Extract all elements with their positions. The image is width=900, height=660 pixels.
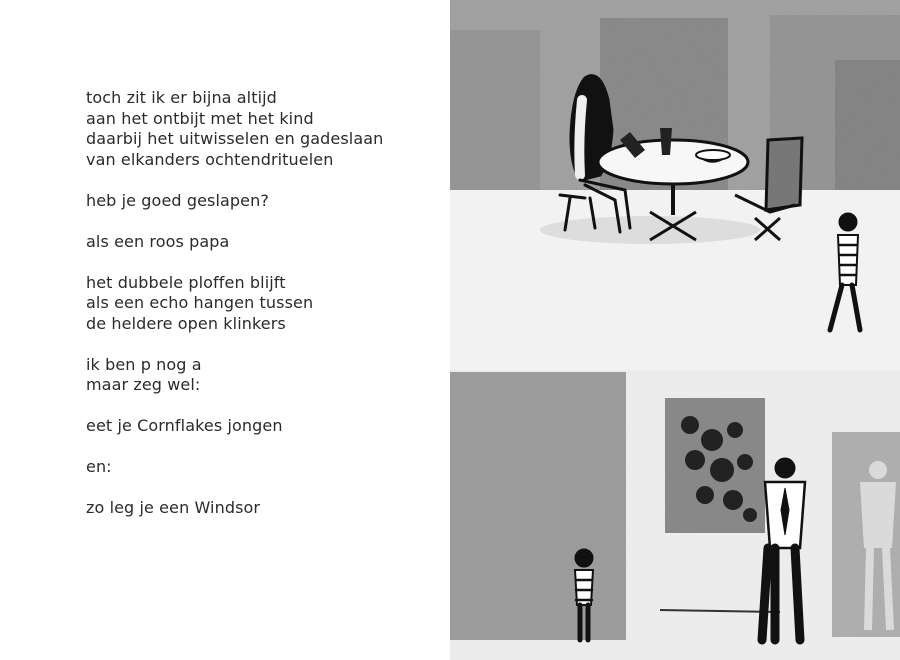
stanza-1 — [86, 88, 426, 170]
poem-line: aan het ontbijt met het kind — [86, 108, 314, 128]
stanza-4 — [86, 273, 426, 335]
poem-line: als een echo hangen tussen — [86, 293, 314, 312]
stanza-3 — [86, 232, 426, 253]
poem-line: toch zit ik er bijna altijd — [86, 88, 277, 107]
poem-line: daarbij het uitwisselen en gadeslaan — [86, 129, 384, 148]
poem-line: heb je goed geslapen? — [86, 190, 269, 210]
stanza-5 — [86, 355, 426, 396]
poem-line: het dubbele ploffen blijft — [86, 272, 286, 292]
stanza-6 — [86, 416, 426, 437]
poem-line: eet je Cornflakes jongen — [86, 416, 283, 435]
poem-line: maar zeg wel: — [86, 375, 201, 394]
breakfast-scene-illustration — [450, 0, 900, 660]
stanza-8 — [86, 498, 426, 519]
poem-line: en: — [86, 457, 112, 476]
stanza-7 — [86, 457, 426, 478]
illustration-page — [450, 0, 900, 660]
poem-line: de heldere open klinkers — [86, 313, 286, 333]
poem — [86, 88, 426, 539]
poem-line: van elkanders ochtendrituelen — [86, 149, 334, 169]
poem-line: als een roos papa — [86, 231, 230, 251]
poem-line: ik ben p nog a — [86, 354, 202, 374]
poem-line: zo leg je een Windsor — [86, 498, 261, 517]
stanza-2 — [86, 191, 426, 212]
